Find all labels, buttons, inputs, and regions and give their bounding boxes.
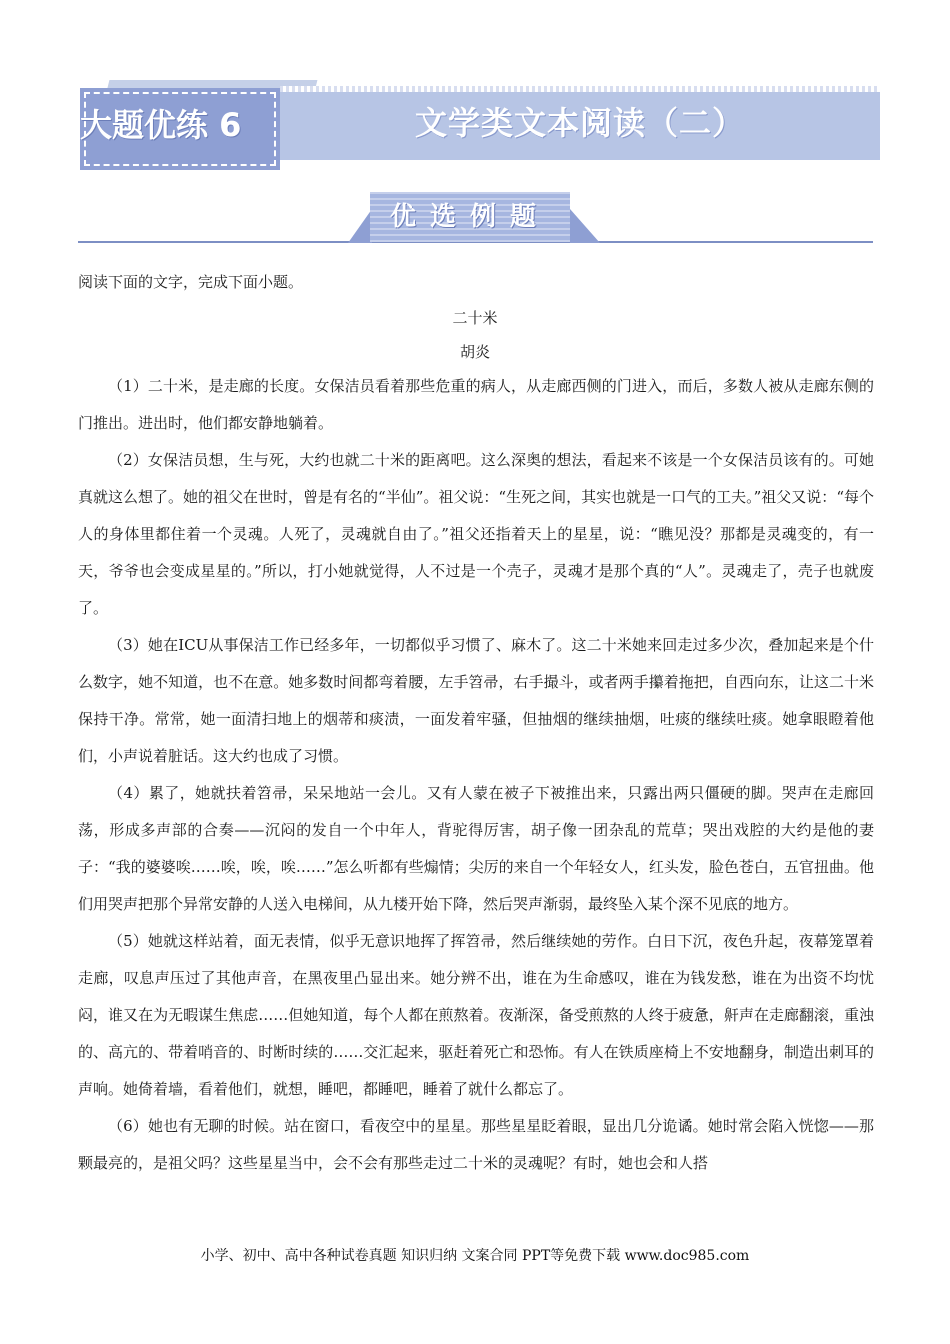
paragraph-4: （4）累了，她就扶着笤帚，呆呆地站一会儿。又有人蒙在被子下被推出来，只露出两只僵硬的脚。哭声在走廊回荡，形成多声部的合奏——沉闷的发自一个中年人，背驼得厉害，胡子像一团杂乱的荒草；哭出戏腔的大约是他的妻子：“我的婆婆唉……唉，唉，唉……”怎么听都有些煽情；尖厉的来自一个年轻女人，红头发，脸色苍白，五官扭曲。他们用哭声把那个异常安静的人送入电梯间，从九楼开始下降，然后哭声渐弱，最终坠入某个深不见底的地方。 xyxy=(78,784,874,913)
book-left-wing xyxy=(348,209,372,243)
book-right-wing xyxy=(570,209,600,243)
article-author: 胡炎 xyxy=(459,343,490,361)
paragraph-2: （2）女保洁员想，生与死，大约也就二十米的距离吧。这么深奥的想法，看起来不该是一个女保洁员该有的。可她真就这么想了。她的祖父在世时，曾是有名的“半仙”。祖父说：“生死之间，其实也就是一口气的工夫。”祖父又说：“每个人的身体里都住着一个灵魂。人死了，灵魂就自由了。”祖父还指着天上的星星，说：“瞧见没？那都是灵魂变的，有一天，爷爷也会变成星星的。”所以，打小她就觉得，人不过是一个壳子，灵魂才是那个真的“人”。灵魂走了，壳子也就废了。 xyxy=(78,451,874,617)
header-banner xyxy=(0,0,950,260)
paragraph-6: （6）她也有无聊的时候。站在窗口，看夜空中的星星。那些星星眨着眼，显出几分诡谲。她时常会陷入恍惚——那颗最亮的，是祖父吗？这些星星当中，会不会有那些走过二十米的灵魂呢？有时，她也会和人搭 xyxy=(78,1117,874,1172)
section-heading: 优选例题 xyxy=(389,202,550,232)
instruction-text: 阅读下面的文字，完成下面小题。 xyxy=(78,273,304,291)
paragraph-5: （5）她就这样站着，面无表情，似乎无意识地挥了挥笤帚，然后继续她的劳作。白日下沉，夜色升起，夜幕笼罩着走廊，叹息声压过了其他声音，在黑夜里凸显出来。她分辨不出，谁在为生命感叹，谁在为钱发愁，谁在为出资不均忧闷，谁又在为无暇谋生焦虑……但她知道，每个人都在煎熬着。夜渐深，备受煎熬的人终于疲惫，鼾声在走廊翻滚，重浊的、高亢的、带着哨音的、时断时续的……交汇起来，驱赶着死亡和恐怖。有人在铁质座椅上不安地翻身，制造出刺耳的声响。她倚着墙，看着他们，就想，睡吧，都睡吧，睡着了就什么都忘了。 xyxy=(78,932,874,1098)
article-body xyxy=(78,368,874,1182)
article-title: 二十米 xyxy=(452,309,498,327)
paragraph-3: （3）她在ICU从事保洁工作已经多年，一切都似乎习惯了、麻木了。这二十米她来回走过多少次，叠加起来是个什么数字，她不知道，也不在意。她多数时间都弯着腰，左手笤帚，右手撮斗，或者两手攥着拖把，自西向东，让这二十米保持干净。常常，她一面清扫地上的烟蒂和痰渍，一面发着牢骚，但抽烟的继续抽烟，吐痰的继续吐痰。她拿眼瞪着他们，小声说着脏话。这大约也成了习惯。 xyxy=(78,636,874,765)
paragraph-1: （1）二十米，是走廊的长度。女保洁员看着那些危重的病人，从走廊西侧的门进入，而后，多数人被从走廊东侧的门推出。进出时，他们都安静地躺着。 xyxy=(78,377,874,432)
badge-label: 大题优练 6 xyxy=(80,106,242,144)
page-footer: 小学、初中、高中各种试卷真题 知识归纳 文案合同 PPT等免费下载 www.doc985.com xyxy=(200,1248,750,1264)
page-title: 文学类文本阅读（二） xyxy=(414,104,745,142)
